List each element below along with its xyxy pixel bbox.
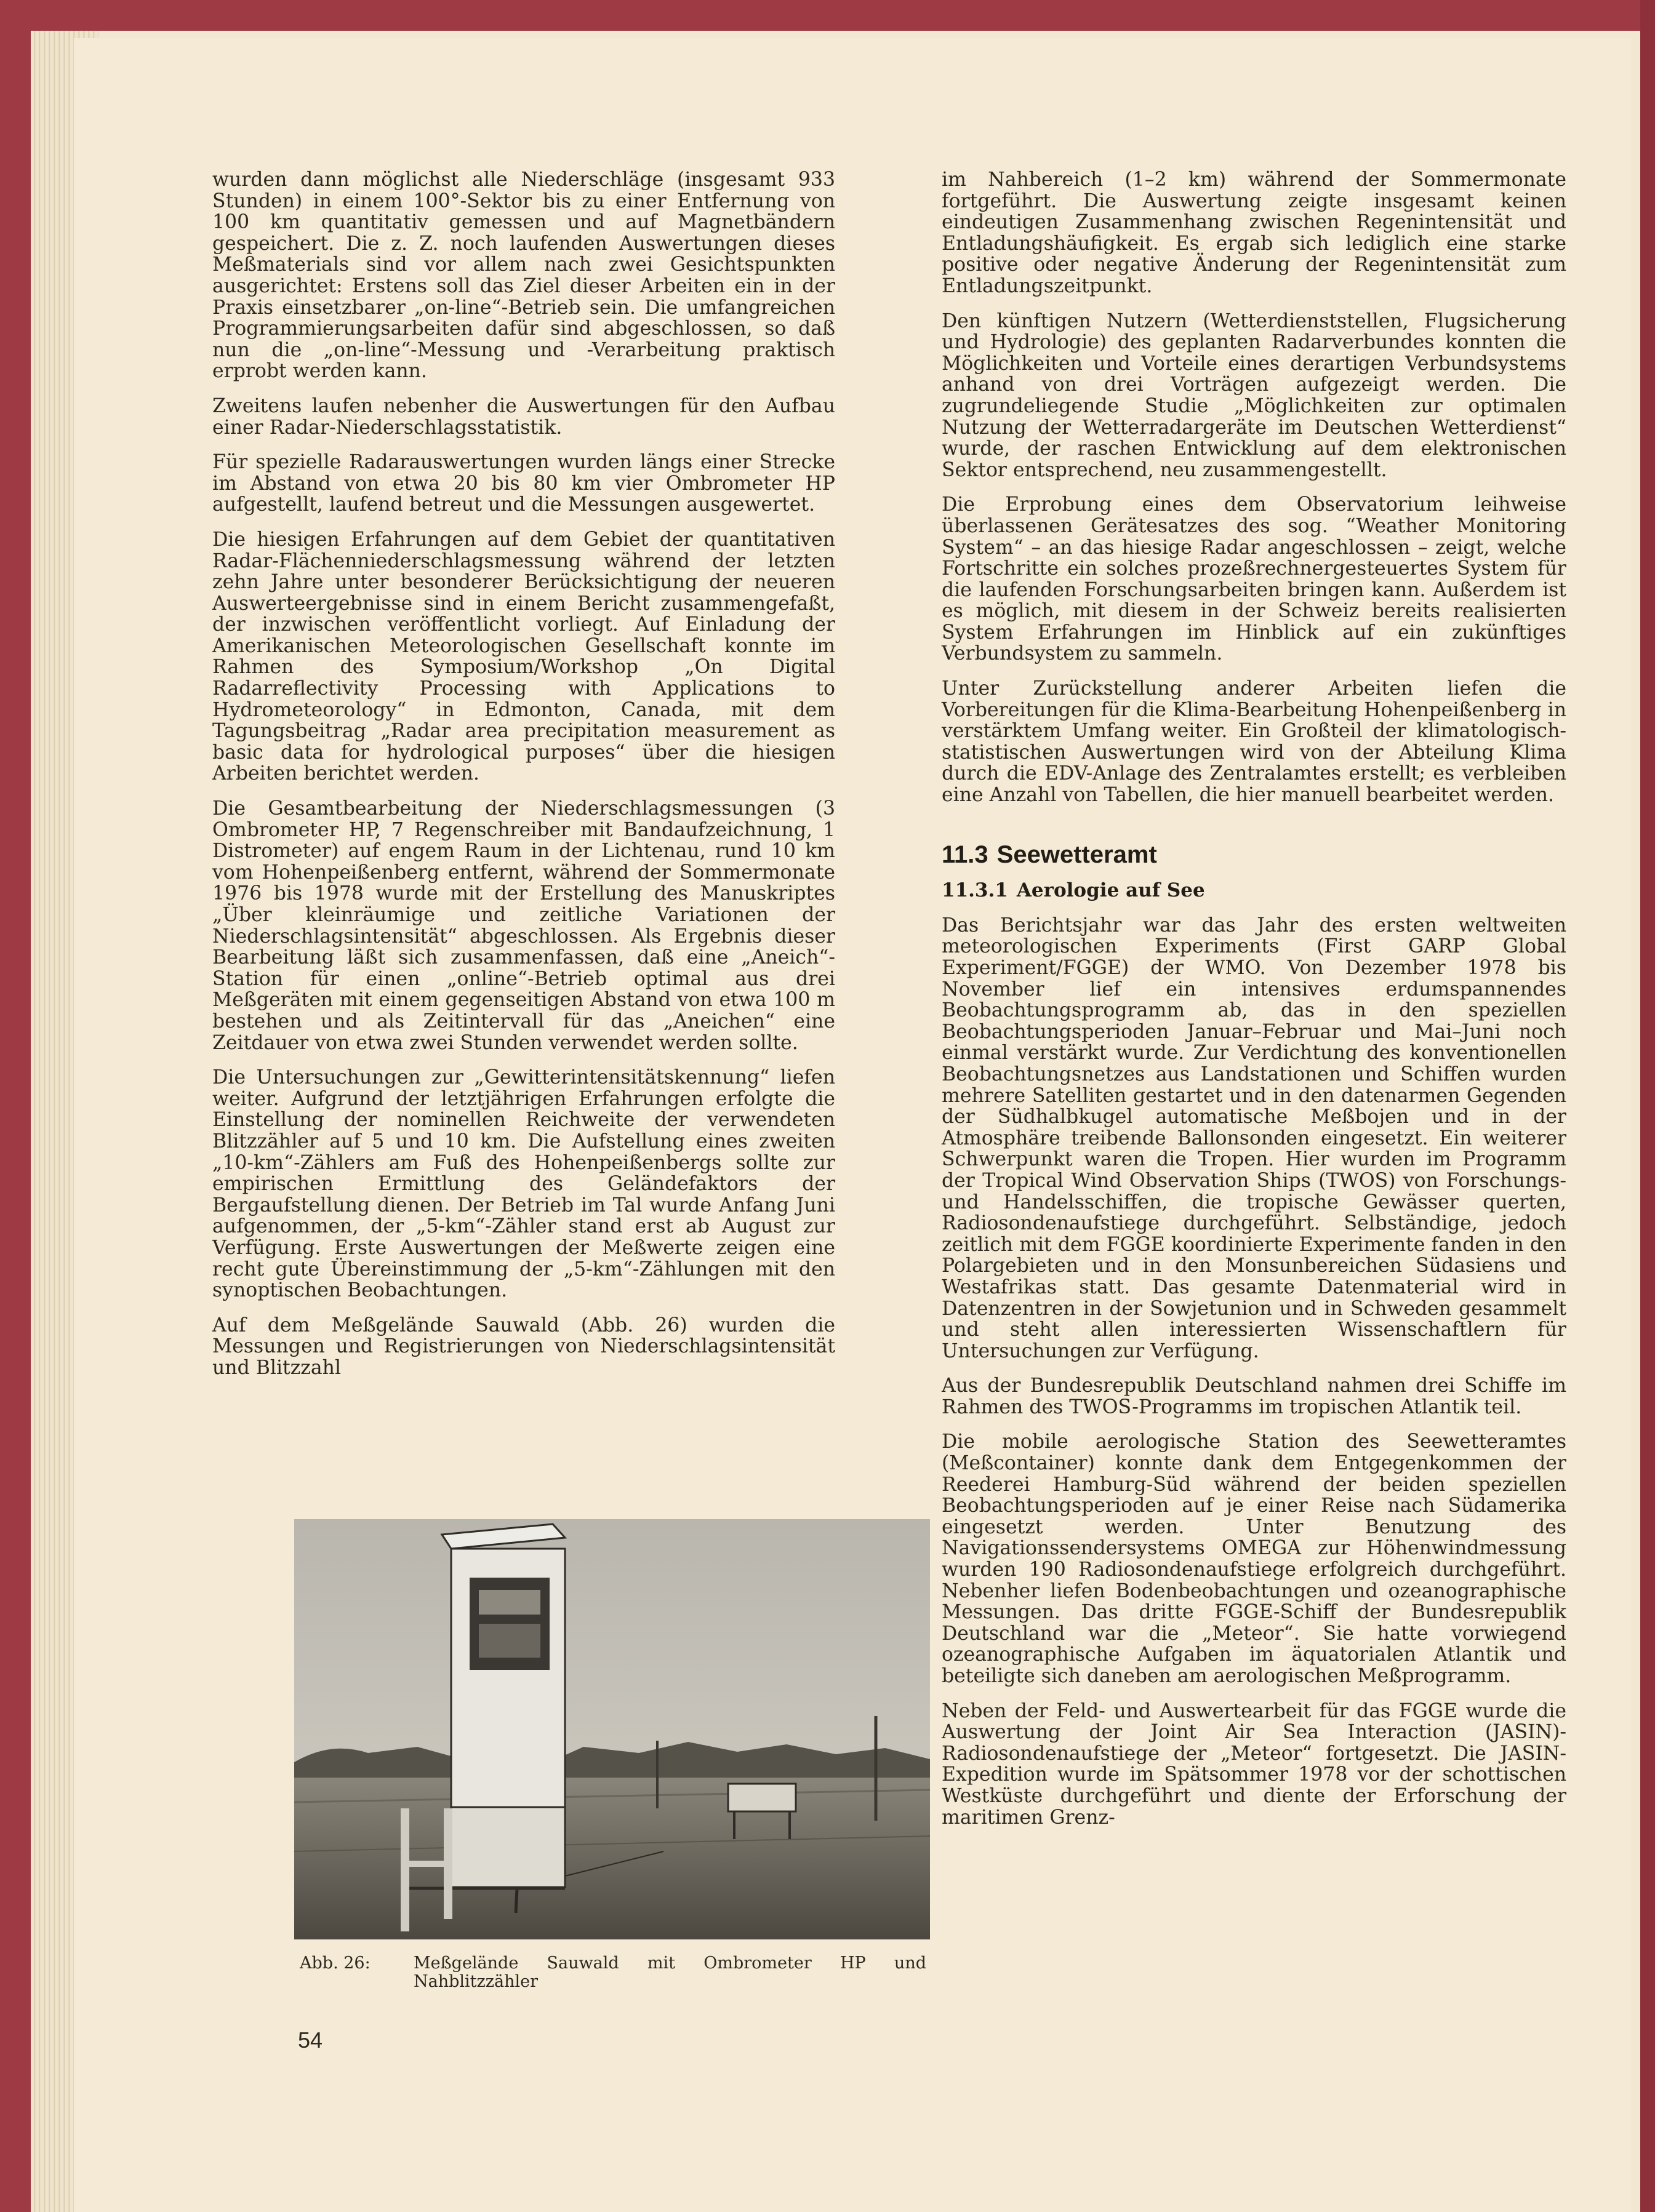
paragraph: Die Gesamtbearbeitung der Niederschlagsmessungen (3 Ombrometer HP, 7 Regenschreiber mit Bandaufzeichnung, 1 Distrometer) auf engem Raum in der Lichtenau, rund 10 km vom Hohenpeißenberg entfernt, während der Sommermonate 1976 bis 1978 wurde mit der Erstellung des Manuskriptes „Über kleinräumige und zeitliche Variationen der Niederschlagsintensität“ abgeschlossen. Als Ergebnis dieser Bearbeitung läßt sich zusammenfassen, daß eine „Aneich“-Station für einen „online“-Betrieb optimal aus drei Meßgeräten mit einem gegenseitigen Abstand von etwa 100 m bestehen und als Zeitintervall für das „Aneichen“ eine Zeitdauer von etwa zwei Stunden verwendet werden sollte. — [212, 797, 835, 1054]
paragraph: Die Erprobung eines dem Observatorium leihweise überlassenen Gerätesatzes des sog. “Weather Monitoring System“ – an das hiesige Radar angeschlossen – zeigt, welche Fortschritte ein solches prozeßrechnergesteuertes System für die laufenden Forschungsarbeiten bringen kann. Außerdem ist es möglich, mit diesem in der Schweiz bereits realisierten System Erfahrungen im Hinblick auf ein zukünftiges Verbundsystem zu sammeln. — [942, 493, 1566, 665]
paragraph: wurden dann möglichst alle Niederschläge (insgesamt 933 Stunden) in einem 100°-Sektor bis zu einer Entfernung von 100 km quantitativ gemessen und auf Magnetbändern gespeichert. Die z. Z. noch laufenden Auswertungen dieses Meßmaterials sind vor allem nach zwei Gesichtspunkten ausgerichtet: Erstens soll das Ziel dieser Arbeiten ein in der Praxis einsetzbarer „on-line“-Betrieb sein. Die umfangreichen Programmierungsarbeiten dafür sind abgeschlossen, so daß nun die „on-line“-Messung und -Verarbeitung praktisch erprobt werden kann. — [212, 169, 835, 383]
subsection-title: Aerologie auf See — [1016, 879, 1205, 902]
paragraph: im Nahbereich (1–2 km) während der Sommermonate fortgeführt. Die Auswertung zeigte insgesamt keinen eindeutigen Zusammenhang zwischen Regenintensität und Entladungshäufigkeit. Es ergab sich lediglich eine starke positive oder negative Änderung der Regenintensität zum Entladungszeitpunkt. — [942, 169, 1566, 297]
book-binding-right — [1640, 0, 1655, 2212]
paragraph: Die mobile aerologische Station des Seewetteramtes (Meßcontainer) konnte dank dem Entgegenkommen der Reederei Hamburg-Süd während der beiden speziellen Beobachtungsperioden auf je einer Reise nach Südamerika eingesetzt werden. Unter Benutzung des Navigationssendersystems OMEGA zur Höhenwindmessung wurden 190 Radiosondenaufstiege erfolgreich durchgeführt. Nebenher liefen Bodenbeobachtungen und ozeanographische Messungen. Das dritte FGGE-Schiff der Bundesrepublik Deutschland war die „Meteor“. Sie hatte vorwiegend ozeanographische Aufgaben im äquatorialen Atlantik und beteiligte sich daneben am aerologischen Meßprogramm. — [942, 1431, 1566, 1687]
subsection-heading — [942, 880, 1566, 901]
paragraph: Zweitens laufen nebenher die Auswertungen für den Aufbau einer Radar-Niederschlagsstatistik. — [212, 394, 835, 439]
book-binding-left — [0, 0, 31, 2212]
paragraph: Das Berichtsjahr war das Jahr des ersten weltweiten meteorologischen Experiments (First GARP Global Experiment/FGGE) der WMO. Von Dezember 1978 bis November lief ein intensives erdumspannendes Beobachtungsprogramm ab, das in den speziellen Beobachtungsperioden Januar–Februar und Mai–Juni noch einmal verstärkt wurde. Zur Verdichtung des konventionellen Beobachtungsnetzes aus Landstationen und Schiffen wurden mehrere Satelliten gestartet und in den datenarmen Gegenden der Südhalbkugel automatische Meßbojen und in der Atmosphäre treibende Ballonsonden eingesetzt. Ein weiterer Schwerpunkt waren die Tropen. Hier wurden im Programm der Tropical Wind Observation Ships (TWOS) von Forschungs- und Handelsschiffen, die tropische Gewässer querten, Radiosondenaufstiege durchgeführt. Selbständige, jedoch zeitlich mit dem FGGE koordinierte Experimente fanden in den Polargebieten und in den Monsunbereichen Südasiens und Westafrikas statt. Das gesamte Datenmaterial wird in Datenzentren in der Sowjetunion und in Schweden gesammelt und steht allen interessierten Wissenschaftlern für Untersuchungen zur Verfügung. — [942, 914, 1566, 1362]
figure-caption — [300, 1954, 926, 1991]
paragraph: Die Untersuchungen zur „Gewitterintensitätskennung“ liefen weiter. Aufgrund der letztjährigen Erfahrungen erfolgte die Einstellung der nominellen Reichweite der verwendeten Blitzzähler auf 5 und 10 km. Die Aufstellung eines zweiten „10-km“-Zählers am Fuß des Hohenpeißenbergs sollte zur empirischen Ermittlung des Geländefaktors der Bergaufstellung dienen. Der Betrieb im Tal wurde Anfang Juni aufgenommen, der „5-km“-Zähler stand erst ab August zur Verfügung. Erste Auswertungen der Meßwerte zeigen eine recht gute Übereinstimmung der „5-km“-Zählungen mit den synoptischen Beobachtungen. — [212, 1066, 835, 1302]
figure-label: Abb. 26: — [300, 1954, 371, 1973]
paragraph: Auf dem Meßgelände Sauwald (Abb. 26) wurden die Messungen und Registrierungen von Niederschlagsintensität und Blitzzahl — [212, 1314, 835, 1379]
figure-photo-sauwald — [294, 1519, 930, 1939]
paragraph: Die hiesigen Erfahrungen auf dem Gebiet der quantitativen Radar-Flächenniederschlagsmessung während der letzten zehn Jahre unter besonderer Berücksichtigung der neueren Auswerteergebnisse sind in einem Bericht zusammengefaßt, der inzwischen veröffentlicht vorliegt. Auf Einladung der Amerikanischen Meteorologischen Gesellschaft konnte im Rahmen des Symposium/Workshop „On Digital Radarreflectivity Processing with Applications to Hydrometeorology“ in Edmonton, Canada, mit dem Tagungsbeitrag „Radar area precipitation measurement as basic data for hydrological purposes“ über die hiesigen Arbeiten berichtet werden. — [212, 528, 835, 785]
figure-caption-text: Meßgelände Sauwald mit Ombrometer HP und Nahblitzzähler — [414, 1954, 926, 1991]
section-number: 11.3 — [942, 840, 988, 868]
subsection-number: 11.3.1 — [942, 879, 1008, 902]
left-text-column — [212, 169, 835, 1392]
section-heading — [942, 840, 1566, 868]
paragraph: Für spezielle Radarauswertungen wurden längs einer Strecke im Abstand von etwa 20 bis 80 km vier Ombrometer HP aufgestellt, laufend betreut und die Messungen ausgewertet. — [212, 451, 835, 516]
book-binding-top — [0, 0, 1655, 31]
page-number: 54 — [298, 2027, 323, 2053]
field-station-photo — [294, 1519, 930, 1939]
right-text-column — [942, 169, 1566, 1842]
section-title: Seewetteramt — [996, 840, 1157, 868]
paragraph: Aus der Bundesrepublik Deutschland nahmen drei Schiffe im Rahmen des TWOS-Programms im tropischen Atlantik teil. — [942, 1375, 1566, 1418]
paragraph: Neben der Feld- und Auswertearbeit für das FGGE wurde die Auswertung der Joint Air Sea Interaction (JASIN)-Radiosondenaufstiege der „Meteor“ fortgesetzt. Die JASIN-Expedition wurde im Spätsommer 1978 vor der schottischen Westküste durchgeführt und diente der Erforschung der maritimen Grenz- — [942, 1699, 1566, 1829]
paragraph: Den künftigen Nutzern (Wetterdienststellen, Flugsicherung und Hydrologie) des geplanten Radarverbundes konnten die Möglichkeiten und Vorteile eines derartigen Verbundsystems anhand von drei Vorträgen aufgezeigt werden. Die zugrundeliegende Studie „Möglichkeiten zur optimalen Nutzung der Wetterradargeräte im Deutschen Wetterdienst“ wurde, der raschen Entwicklung auf dem elektronischen Sektor entsprechend, neu zusammengestellt. — [942, 309, 1566, 481]
paragraph: Unter Zurückstellung anderer Arbeiten liefen die Vorbereitungen für die Klima-Bearbeitung Hohenpeißenberg in verstärktem Umfang weiter. Ein Großteil der klimatologisch-statistischen Auswertungen wird von der Abteilung Klima durch die EDV-Anlage des Zentralamtes erstellt; es verbleiben eine Anzahl von Tabellen, die hier manuell bearbeitet werden. — [942, 677, 1566, 807]
